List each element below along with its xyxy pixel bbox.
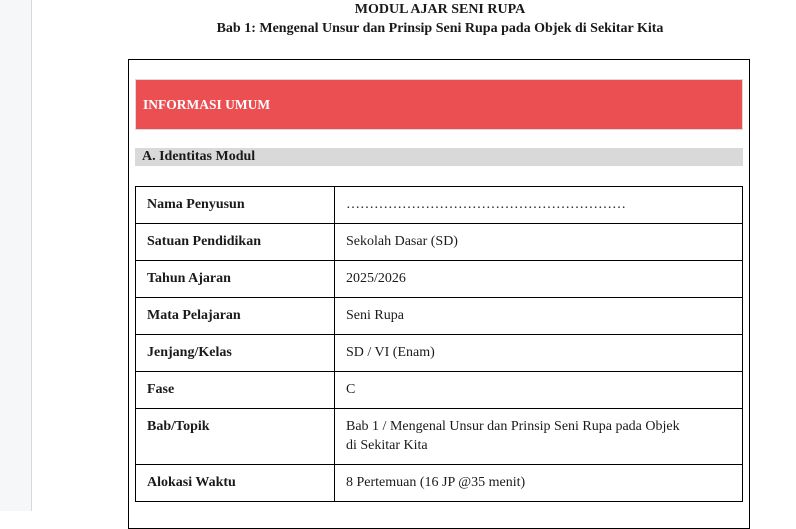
document-title: MODUL AJAR SENI RUPA: [354, 2, 526, 17]
row-value: ……………………………………………………: [335, 187, 743, 224]
table-row: [136, 372, 743, 409]
row-label: Fase: [136, 372, 335, 409]
table-row: [136, 409, 743, 465]
row-value: Seni Rupa: [335, 298, 743, 335]
document-subtitle: Bab 1: Mengenal Unsur dan Prinsip Seni Rupa pada Objek di Sekitar Kita: [216, 21, 664, 36]
row-label: Jenjang/Kelas: [136, 335, 335, 372]
table-row: [136, 298, 743, 335]
table-row: [136, 224, 743, 261]
row-label: Satuan Pendidikan: [136, 224, 335, 261]
table-row: [136, 335, 743, 372]
row-value: [335, 409, 743, 465]
row-value: Sekolah Dasar (SD): [335, 224, 743, 261]
row-value: SD / VI (Enam): [335, 335, 743, 372]
left-margin-gutter: [0, 0, 32, 511]
row-label: Bab/Topik: [136, 409, 335, 465]
row-value-line: di Sekitar Kita: [346, 438, 428, 453]
table-row: [136, 261, 743, 298]
row-value: 2025/2026: [335, 261, 743, 298]
identity-table: [135, 186, 743, 502]
row-value: 8 Pertemuan (16 JP @35 menit): [335, 465, 743, 502]
info-banner-label: INFORMASI UMUM: [143, 96, 271, 112]
row-label: Tahun Ajaran: [136, 261, 335, 298]
section-heading-identitas: A. Identitas Modul: [135, 148, 743, 166]
row-value: C: [335, 372, 743, 409]
table-row: [136, 187, 743, 224]
row-value-line: Bab 1 / Mengenal Unsur dan Prinsip Seni Rupa pada Objek: [346, 419, 680, 434]
table-row: [136, 465, 743, 502]
info-banner: [135, 79, 743, 130]
row-label: Alokasi Waktu: [136, 465, 335, 502]
row-label: Nama Penyusun: [136, 187, 335, 224]
row-label: Mata Pelajaran: [136, 298, 335, 335]
